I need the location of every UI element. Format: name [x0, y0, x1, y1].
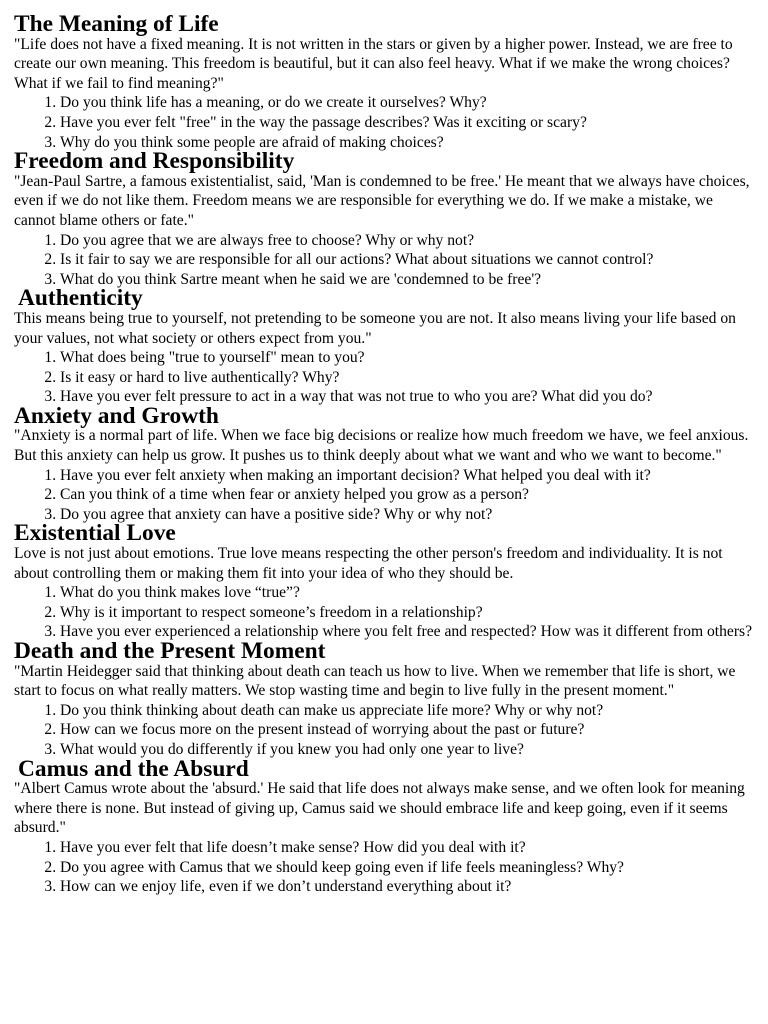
question-list — [14, 466, 754, 525]
section-passage: "Albert Camus wrote about the 'absurd.' He said that life does not always make sense, and we often look for meaning where there is none. But instead of giving up, Camus said we should embrace life and keep going, even if it seems absurd." — [14, 780, 745, 837]
question-item: 1. Do you agree that we are always free to choose? Why or why not? — [60, 231, 754, 251]
section-freedom-and-responsibility — [14, 148, 754, 289]
question-item: 1. Have you ever felt anxiety when making an important decision? What helped you deal with it? — [60, 466, 754, 486]
section-title: Authenticity — [18, 285, 143, 312]
question-list — [14, 583, 754, 642]
question-item: 3. What do you think Sartre meant when he said we are 'condemned to be free'? — [60, 270, 754, 290]
section-title: Anxiety and Growth — [14, 402, 219, 429]
section-existential-love — [14, 520, 754, 642]
question-list — [14, 701, 754, 760]
section-passage: "Jean-Paul Sartre, a famous existentialist, said, 'Man is condemned to be free.' He meant that we always have choices, even if we do not like them. Freedom means we are responsible for everything we do. If we make a mistake, we cannot blame others or fate." — [14, 172, 750, 229]
section-anxiety-and-growth — [14, 402, 754, 525]
section-title: Camus and the Absurd — [18, 755, 249, 782]
question-item: 1. Do you think thinking about death can make us appreciate life more? Why or why not? — [60, 701, 754, 721]
question-list — [14, 348, 754, 407]
section-authenticity — [14, 285, 754, 407]
question-item: 1. What does being "true to yourself" mean to you? — [60, 348, 754, 368]
question-item: 3. Do you agree that anxiety can have a positive side? Why or why not? — [60, 505, 754, 525]
question-item: 2. How can we focus more on the present instead of worrying about the past or future? — [60, 720, 754, 740]
question-item: 3. What would you do differently if you knew you had only one year to live? — [60, 740, 754, 760]
question-item: 3. How can we enjoy life, even if we don’t understand everything about it? — [60, 877, 754, 897]
section-meaning-of-life — [14, 11, 754, 152]
section-passage: "Martin Heidegger said that thinking about death can teach us how to live. When we remember that life is short, we start to focus on what really matters. We stop wasting time and begin to live fully in the present moment." — [14, 662, 736, 700]
question-item: 2. Is it fair to say we are responsible for all our actions? What about situations we cannot control? — [60, 250, 754, 270]
section-title: Existential Love — [14, 520, 176, 547]
question-item: 2. Why is it important to respect someone’s freedom in a relationship? — [60, 603, 754, 623]
section-passage: This means being true to yourself, not pretending to be someone you are not. It also means living your life based on your values, not what society or others expect from you." — [14, 309, 736, 347]
section-passage: "Life does not have a fixed meaning. It is not written in the stars or given by a higher power. Instead, we are free to create our own meaning. This freedom is beautiful, but it can also feel heavy. What if we make the wrong choices? What if we fail to find meaning?" — [14, 35, 733, 92]
question-item: 2. Do you agree with Camus that we should keep going even if life feels meaningless? Why? — [60, 858, 754, 878]
section-title: Freedom and Responsibility — [14, 148, 295, 175]
question-item: 2. Is it easy or hard to live authentically? Why? — [60, 368, 754, 388]
question-item: 3. Have you ever felt pressure to act in a way that was not true to who you are? What did you do? — [60, 387, 754, 407]
question-item: 1. Have you ever felt that life doesn’t make sense? How did you deal with it? — [60, 838, 754, 858]
section-title: Death and the Present Moment — [14, 638, 326, 664]
section-title: The Meaning of Life — [14, 11, 219, 37]
question-list — [14, 838, 754, 897]
question-item: 1. What do you think makes love “true”? — [60, 583, 754, 603]
section-passage: Love is not just about emotions. True love means respecting the other person's freedom and individuality. It is not about controlling them or making them fit into your idea of who they should be. — [14, 545, 723, 582]
section-passage: "Anxiety is a normal part of life. When we face big decisions or realize how much freedom we have, we feel anxious. But this anxiety can help us grow. It pushes us to think deeply about what we want and who we want to become." — [14, 427, 749, 465]
section-camus-and-the-absurd — [14, 755, 754, 897]
question-item: 2. Can you think of a time when fear or anxiety helped you grow as a person? — [60, 485, 754, 505]
question-list — [14, 93, 754, 152]
question-item: 1. Do you think life has a meaning, or do we create it ourselves? Why? — [60, 93, 754, 113]
question-list — [14, 231, 754, 290]
section-death-and-present-moment — [14, 638, 754, 760]
question-item: 3. Why do you think some people are afraid of making choices? — [60, 133, 754, 153]
question-item: 3. Have you ever experienced a relationship where you felt free and respected? How was it different from others? — [60, 622, 754, 642]
question-item: 2. Have you ever felt "free" in the way the passage describes? Was it exciting or scary? — [60, 113, 754, 133]
